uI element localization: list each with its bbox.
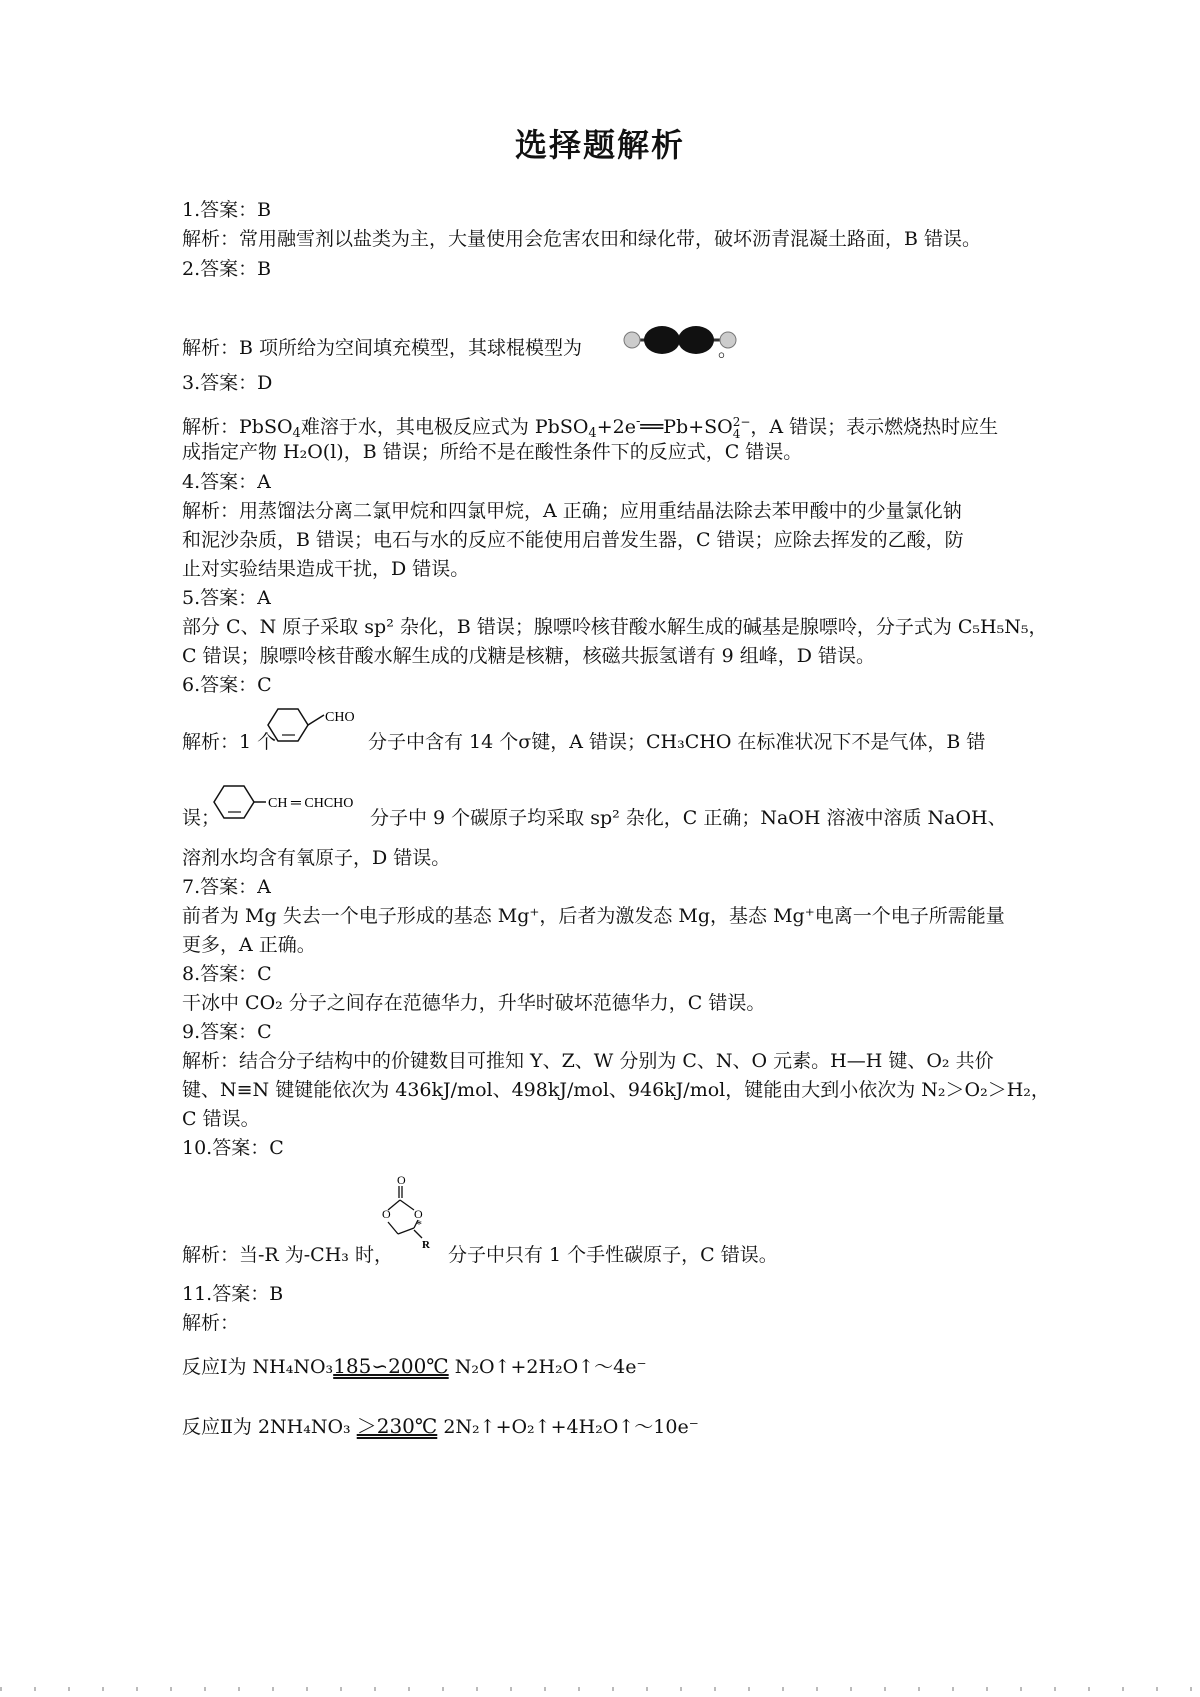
q6-answer: 6.答案：C <box>182 674 272 696</box>
q5-line2: C 错误；腺嘌呤核苷酸水解生成的戊糖是核糖，核磁共振氢谱有 9 组峰，D 错误。 <box>182 645 876 667</box>
q4-line3: 止对实验结果造成干扰，D 错误。 <box>182 558 470 580</box>
cyclic-carbonate-structure-image <box>380 1172 440 1252</box>
atom-o-right: O <box>414 1207 423 1221</box>
atom-r: R <box>422 1239 430 1251</box>
q6-line1a: 解析：1 个 <box>182 731 277 753</box>
cho-label: CHO <box>325 710 355 725</box>
cinnamaldehyde-structure-image <box>208 780 378 825</box>
q3-line2: 成指定产物 H₂O(l)，B 错误；所给不是在酸性条件下的反应式，C 错误。 <box>182 441 803 463</box>
q9-line2: 键、N≡N 键键能依次为 436kJ/mol、498kJ/mol、946kJ/mol，键能由大到小依次为 N₂＞O₂＞H₂， <box>182 1079 1050 1101</box>
q7-line1: 前者为 Mg 失去一个电子形成的基态 Mg⁺，后者为激发态 Mg，基态 Mg⁺电离一个电子所需能量 <box>182 905 1005 927</box>
q4-line2: 和泥沙杂质，B 错误；电石与水的反应不能使用启普发生器，C 错误；应除去挥发的乙酸，防 <box>182 529 964 551</box>
q6-line1b: 分子中含有 14 个σ键，A 错误；CH₃CHO 在标准状况下不是气体，B 错 <box>368 731 986 753</box>
q8-answer: 8.答案：C <box>182 963 272 985</box>
q1-answer: 1.答案：B <box>182 199 272 221</box>
q7-line2: 更多，A 正确。 <box>182 934 316 956</box>
scan-edge-artifact <box>0 1687 1200 1691</box>
q10-line1b: 分子中只有 1 个手性碳原子，C 错误。 <box>448 1244 778 1266</box>
q2-analysis-text: 解析：B 项所给为空间填充模型，其球棍模型为 <box>182 337 583 359</box>
q9-line3: C 错误。 <box>182 1108 260 1130</box>
q3-line1: 解析：PbSO$_4$难溶于水，其电极反应式为 PbSO$_4$+2e-══Pb+SO 2− 4 ，A 错误；表示燃烧热时应生 <box>182 414 999 441</box>
q2-answer: 2.答案：B <box>182 258 272 280</box>
q9-answer: 9.答案：C <box>182 1021 272 1043</box>
reaction-1: 反应Ⅰ为 NH₄NO₃185∽200℃ N₂O↑+2H₂O↑～4e⁻ <box>182 1354 647 1378</box>
q11-answer: 11.答案：B <box>182 1283 284 1305</box>
q1-analysis: 解析：常用融雪剂以盐类为主，大量使用会危害农田和绿化带，破坏沥青混凝土路面，B 错误。 <box>182 228 982 250</box>
q2-analysis <box>182 336 1052 360</box>
q6-line3: 溶剂水均含有氧原子，D 错误。 <box>182 847 451 869</box>
q8-line1: 干冰中 CO₂ 分子之间存在范德华力，升华时破坏范德华力，C 错误。 <box>182 992 766 1014</box>
chchcho-label: CH ═ CHCHO <box>268 796 354 811</box>
q3-answer: 3.答案：D <box>182 372 273 394</box>
page-title: 选择题解析 <box>514 126 685 164</box>
reaction-2-condition: ＞230℃ <box>356 1414 438 1438</box>
reaction-2: 反应Ⅱ为 2NH₄NO₃ ＞230℃ 2N₂↑+O₂↑+4H₂O↑～10e⁻ <box>182 1414 699 1438</box>
q2-tail: 。 <box>718 339 738 361</box>
q7-answer: 7.答案：A <box>182 876 271 898</box>
q9-line1: 解析：结合分子结构中的价键数目可推知 Y、Z、W 分别为 C、N、O 元素。H—H 键、O₂ 共价 <box>182 1050 994 1072</box>
atom-o-top: O <box>397 1173 406 1187</box>
q4-answer: 4.答案：A <box>182 471 271 493</box>
q11-analysis: 解析： <box>182 1312 240 1334</box>
reaction-1-condition: 185∽200℃ <box>333 1354 449 1378</box>
atom-star: * <box>416 1217 422 1231</box>
q6-line2a: 误； <box>182 807 221 829</box>
q10-answer: 10.答案：C <box>182 1137 284 1159</box>
atom-o-left: O <box>382 1207 391 1221</box>
q5-line1: 部分 C、N 原子采取 sp² 杂化，B 错误；腺嘌呤核苷酸水解生成的碱基是腺嘌呤，分子式为 C₅H₅N₅， <box>182 616 1048 638</box>
benzaldehyde-structure-image <box>258 703 368 748</box>
q6-line2b: 分子中 9 个碳原子均采取 sp² 杂化，C 正确；NaOH 溶液中溶质 NaOH、 <box>370 807 1007 829</box>
q5-answer: 5.答案：A <box>182 587 271 609</box>
q10-line1a: 解析：当-R 为-CH₃ 时， <box>182 1244 393 1266</box>
q4-line1: 解析：用蒸馏法分离二氯甲烷和四氯甲烷，A 正确；应用重结晶法除去苯甲酸中的少量氯化钠 <box>182 500 962 522</box>
